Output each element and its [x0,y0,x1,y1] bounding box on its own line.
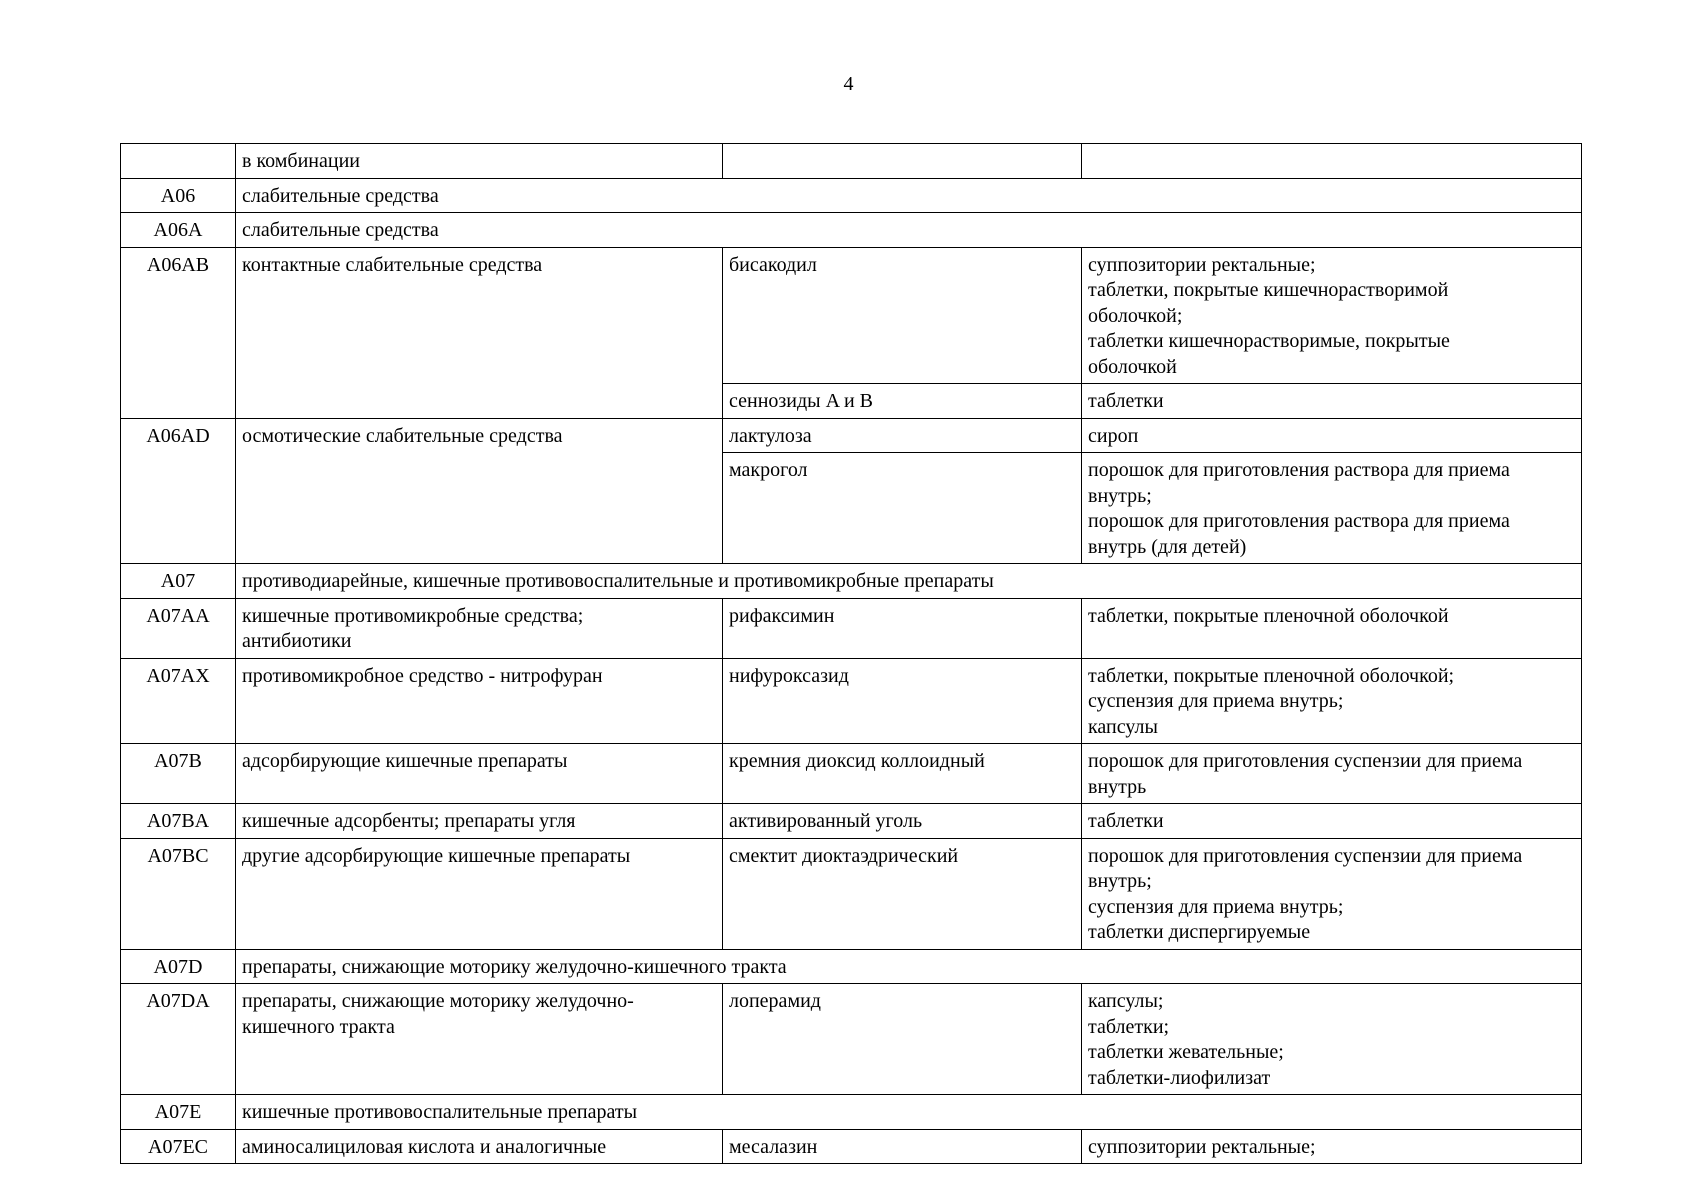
dosage-forms-cell [1082,453,1582,564]
table-row [121,598,1582,658]
group-name-line: кишечные противомикробные средства; [242,604,584,627]
drug-name-cell [723,144,1082,179]
drug-name-cell: активированный уголь [723,804,1082,839]
dosage-form-line: внутрь; [1088,870,1152,892]
dosage-forms-cell [1082,744,1582,804]
dosage-form-line: порошок для приготовления суспензии для приема [1088,844,1523,867]
dosage-form-line: суспензия для приема внутрь; [1088,690,1344,712]
dosage-form-line: суппозитории ректальные; [1088,1135,1316,1158]
dosage-form-line: сироп [1088,424,1139,447]
group-name-cell: кишечные противовоспалительные препараты [236,1095,1582,1130]
dosage-form-line: внутрь [1088,775,1147,798]
group-name-cell: противомикробное средство - нитрофуран [236,658,723,744]
drug-name-cell: лактулоза [723,418,1082,453]
atc-code-cell: A06AB [121,247,236,418]
dosage-forms-cell [1082,984,1582,1095]
group-name-cell: осмотические слабительные средства [236,418,723,564]
dosage-form-line: капсулы [1088,715,1158,738]
atc-code-cell: A07AX [121,658,236,744]
dosage-form-line: порошок для приготовления раствора для приема [1088,459,1510,481]
atc-code-cell: A07BA [121,804,236,839]
atc-code-cell: A07E [121,1095,236,1130]
drug-name-cell: сеннозиды A и B [723,384,1082,419]
table-row [121,949,1582,984]
group-name-cell [236,598,723,658]
group-name-line: антибиотики [242,630,352,652]
table-row [121,247,1582,384]
table-row [121,804,1582,839]
dosage-form-line: внутрь (для детей) [1088,535,1247,558]
group-name-line: кишечного тракта [242,1015,395,1038]
dosage-form-line: таблетки [1088,810,1164,832]
dosage-forms-cell [1082,1129,1582,1164]
group-name-line: препараты, снижающие моторику желудочно- [242,990,634,1012]
atc-code-cell: A07D [121,949,236,984]
dosage-forms-cell [1082,804,1582,839]
drug-name-cell: месалазин [723,1129,1082,1164]
atc-code-cell: A06A [121,213,236,248]
dosage-form-line: таблетки жевательные; [1088,1041,1284,1063]
atc-code-cell: A07B [121,744,236,804]
group-name-cell: слабительные средства [236,213,1582,248]
atc-code-cell: A07AA [121,598,236,658]
dosage-forms-cell [1082,838,1582,949]
drug-name-cell: смектит диоктаэдрический [723,838,1082,949]
group-name-cell: аминосалициловая кислота и аналогичные [236,1129,723,1164]
dosage-form-line: таблетки диспергируемые [1088,921,1311,943]
dosage-form-line: суспензия для приема внутрь; [1088,895,1344,918]
group-name-cell: слабительные средства [236,178,1582,213]
dosage-forms-cell [1082,144,1582,179]
dosage-forms-cell [1082,418,1582,453]
group-name-cell: в комбинации [236,144,723,179]
dosage-form-line: капсулы; [1088,990,1164,1012]
table-row [121,984,1582,1095]
table-row [121,178,1582,213]
atc-code-cell: A06 [121,178,236,213]
dosage-forms-cell [1082,384,1582,419]
dosage-form-line: таблетки; [1088,1015,1170,1038]
drug-name-cell: бисакодил [723,247,1082,384]
atc-code-cell: A06AD [121,418,236,564]
table-row [121,838,1582,949]
atc-code-cell: A07EC [121,1129,236,1164]
drug-name-cell: нифуроксазид [723,658,1082,744]
atc-code-cell: A07 [121,564,236,599]
table-row [121,1129,1582,1164]
group-name-cell [236,984,723,1095]
dosage-forms-cell [1082,658,1582,744]
group-name-cell: кишечные адсорбенты; препараты угля [236,804,723,839]
table-row [121,213,1582,248]
dosage-form-line: суппозитории ректальные; [1088,253,1316,276]
drug-name-cell: лоперамид [723,984,1082,1095]
group-name-cell: противодиарейные, кишечные противовоспалительные и противомикробные препараты [236,564,1582,599]
dosage-form-line: таблетки, покрытые кишечнорастворимой [1088,279,1449,301]
dosage-forms-cell [1082,598,1582,658]
dosage-form-line: таблетки-лиофилизат [1088,1066,1271,1089]
group-name-cell: адсорбирующие кишечные препараты [236,744,723,804]
table-row [121,1095,1582,1130]
page-number: 4 [843,73,854,95]
table-row [121,658,1582,744]
dosage-form-line: таблетки кишечнорастворимые, покрытые [1088,330,1450,352]
table-row [121,418,1582,453]
dosage-form-line: таблетки, покрытые пленочной оболочкой [1088,604,1449,627]
atc-code-cell: A07BC [121,838,236,949]
dosage-form-line: таблетки, покрытые пленочной оболочкой; [1088,664,1455,687]
group-name-cell: другие адсорбирующие кишечные препараты [236,838,723,949]
dosage-form-line: порошок для приготовления суспензии для приема [1088,750,1523,772]
table-row [121,144,1582,179]
dosage-form-line: таблетки [1088,390,1164,412]
table-row [121,744,1582,804]
dosage-form-line: оболочкой; [1088,304,1183,327]
dosage-form-line: внутрь; [1088,484,1152,507]
dosage-form-line: порошок для приготовления раствора для приема [1088,510,1510,532]
table-row [121,564,1582,599]
atc-code-cell [121,144,236,179]
group-name-cell: контактные слабительные средства [236,247,723,418]
dosage-form-line: оболочкой [1088,355,1177,378]
drug-classification-table [120,143,1582,1164]
drug-name-cell: рифаксимин [723,598,1082,658]
drug-name-cell: кремния диоксид коллоидный [723,744,1082,804]
drug-name-cell: макрогол [723,453,1082,564]
dosage-forms-cell [1082,247,1582,384]
atc-code-cell: A07DA [121,984,236,1095]
group-name-cell: препараты, снижающие моторику желудочно-кишечного тракта [236,949,1582,984]
